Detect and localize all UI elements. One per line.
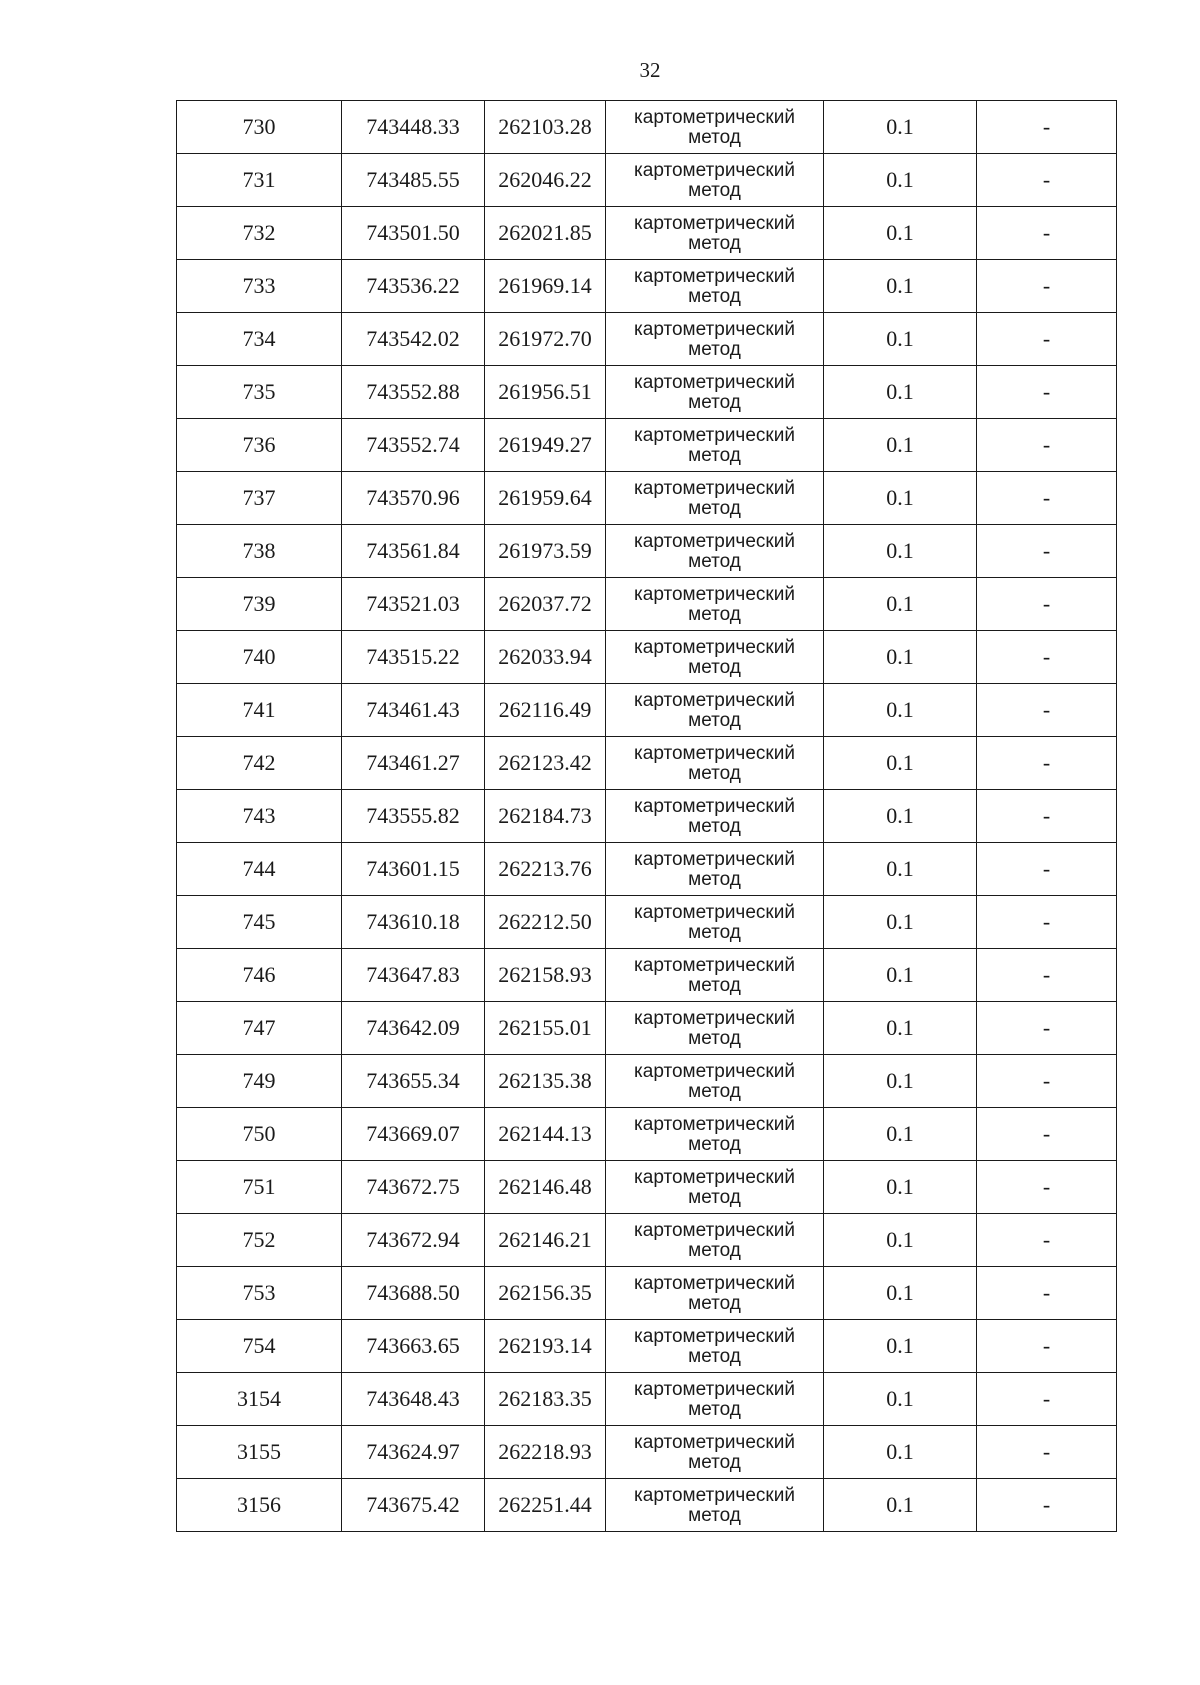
description-cell: - (977, 843, 1117, 896)
y-coordinate-cell: 262123.42 (485, 737, 606, 790)
point-number-cell: 740 (177, 631, 342, 684)
method-cell (606, 154, 824, 207)
y-coordinate-cell: 262037.72 (485, 578, 606, 631)
point-number-cell: 734 (177, 313, 342, 366)
method-line-2: метод (688, 233, 741, 254)
y-coordinate-cell: 261959.64 (485, 472, 606, 525)
method-line-2: метод (688, 498, 741, 519)
method-line-1: картометрический (634, 1220, 795, 1241)
x-coordinate-cell: 743688.50 (342, 1267, 485, 1320)
description-cell: - (977, 1426, 1117, 1479)
method-line-1: картометрический (634, 1379, 795, 1400)
method-cell (606, 1161, 824, 1214)
accuracy-cell: 0.1 (824, 790, 977, 843)
description-cell: - (977, 1320, 1117, 1373)
method-line-1: картометрический (634, 849, 795, 870)
accuracy-cell: 0.1 (824, 419, 977, 472)
y-coordinate-cell: 261969.14 (485, 260, 606, 313)
method-cell (606, 737, 824, 790)
x-coordinate-cell: 743655.34 (342, 1055, 485, 1108)
method-cell (606, 949, 824, 1002)
point-number-cell: 3155 (177, 1426, 342, 1479)
method-line-1: картометрический (634, 796, 795, 817)
y-coordinate-cell: 262212.50 (485, 896, 606, 949)
accuracy-cell: 0.1 (824, 472, 977, 525)
method-cell (606, 1002, 824, 1055)
point-number-cell: 742 (177, 737, 342, 790)
description-cell: - (977, 1214, 1117, 1267)
x-coordinate-cell: 743448.33 (342, 101, 485, 154)
y-coordinate-cell: 262144.13 (485, 1108, 606, 1161)
coordinates-table (176, 100, 1117, 1532)
table-row (177, 1479, 1117, 1532)
description-cell: - (977, 525, 1117, 578)
accuracy-cell: 0.1 (824, 1161, 977, 1214)
y-coordinate-cell: 262183.35 (485, 1373, 606, 1426)
accuracy-cell: 0.1 (824, 260, 977, 313)
y-coordinate-cell: 262218.93 (485, 1426, 606, 1479)
method-cell (606, 578, 824, 631)
description-cell: - (977, 949, 1117, 1002)
method-line-1: картометрический (634, 372, 795, 393)
x-coordinate-cell: 743648.43 (342, 1373, 485, 1426)
table-row (177, 1055, 1117, 1108)
accuracy-cell: 0.1 (824, 1002, 977, 1055)
y-coordinate-cell: 262021.85 (485, 207, 606, 260)
x-coordinate-cell: 743672.75 (342, 1161, 485, 1214)
method-line-1: картометрический (634, 1114, 795, 1135)
table-row (177, 1426, 1117, 1479)
method-cell (606, 1214, 824, 1267)
x-coordinate-cell: 743485.55 (342, 154, 485, 207)
method-line-2: метод (688, 763, 741, 784)
method-line-2: метод (688, 869, 741, 890)
description-cell: - (977, 154, 1117, 207)
accuracy-cell: 0.1 (824, 1055, 977, 1108)
method-line-2: метод (688, 1505, 741, 1526)
accuracy-cell: 0.1 (824, 313, 977, 366)
accuracy-cell: 0.1 (824, 1214, 977, 1267)
point-number-cell: 754 (177, 1320, 342, 1373)
table-row (177, 684, 1117, 737)
method-line-2: метод (688, 816, 741, 837)
x-coordinate-cell: 743461.27 (342, 737, 485, 790)
y-coordinate-cell: 262103.28 (485, 101, 606, 154)
method-line-2: метод (688, 445, 741, 466)
method-line-1: картометрический (634, 1167, 795, 1188)
point-number-cell: 749 (177, 1055, 342, 1108)
method-line-2: метод (688, 657, 741, 678)
method-line-2: метод (688, 392, 741, 413)
method-cell (606, 101, 824, 154)
point-number-cell: 733 (177, 260, 342, 313)
table-row (177, 1108, 1117, 1161)
method-line-1: картометрический (634, 743, 795, 764)
table-row (177, 1161, 1117, 1214)
method-cell (606, 525, 824, 578)
method-cell (606, 260, 824, 313)
table-row (177, 578, 1117, 631)
method-cell (606, 419, 824, 472)
y-coordinate-cell: 262184.73 (485, 790, 606, 843)
description-cell: - (977, 472, 1117, 525)
x-coordinate-cell: 743501.50 (342, 207, 485, 260)
table-row (177, 419, 1117, 472)
coordinates-table-body (177, 101, 1117, 1532)
x-coordinate-cell: 743642.09 (342, 1002, 485, 1055)
method-line-2: метод (688, 1452, 741, 1473)
point-number-cell: 731 (177, 154, 342, 207)
point-number-cell: 751 (177, 1161, 342, 1214)
method-line-1: картометрический (634, 531, 795, 552)
point-number-cell: 732 (177, 207, 342, 260)
accuracy-cell: 0.1 (824, 684, 977, 737)
point-number-cell: 744 (177, 843, 342, 896)
method-line-1: картометрический (634, 1061, 795, 1082)
method-line-2: метод (688, 1187, 741, 1208)
method-cell (606, 1479, 824, 1532)
table-row (177, 313, 1117, 366)
accuracy-cell: 0.1 (824, 525, 977, 578)
x-coordinate-cell: 743601.15 (342, 843, 485, 896)
method-cell (606, 1320, 824, 1373)
y-coordinate-cell: 261949.27 (485, 419, 606, 472)
method-line-1: картометрический (634, 902, 795, 923)
description-cell: - (977, 1002, 1117, 1055)
table-row (177, 1320, 1117, 1373)
method-line-1: картометрический (634, 637, 795, 658)
table-row (177, 843, 1117, 896)
table-row (177, 790, 1117, 843)
y-coordinate-cell: 262155.01 (485, 1002, 606, 1055)
method-line-1: картометрический (634, 955, 795, 976)
table-row (177, 525, 1117, 578)
method-line-2: метод (688, 551, 741, 572)
table-row (177, 366, 1117, 419)
method-line-1: картометрический (634, 319, 795, 340)
x-coordinate-cell: 743672.94 (342, 1214, 485, 1267)
method-line-1: картометрический (634, 690, 795, 711)
point-number-cell: 752 (177, 1214, 342, 1267)
y-coordinate-cell: 262135.38 (485, 1055, 606, 1108)
x-coordinate-cell: 743536.22 (342, 260, 485, 313)
point-number-cell: 736 (177, 419, 342, 472)
table-row (177, 101, 1117, 154)
point-number-cell: 3156 (177, 1479, 342, 1532)
method-cell (606, 896, 824, 949)
accuracy-cell: 0.1 (824, 843, 977, 896)
description-cell: - (977, 578, 1117, 631)
method-line-2: метод (688, 975, 741, 996)
table-row (177, 154, 1117, 207)
point-number-cell: 739 (177, 578, 342, 631)
point-number-cell: 747 (177, 1002, 342, 1055)
y-coordinate-cell: 261972.70 (485, 313, 606, 366)
method-cell (606, 313, 824, 366)
x-coordinate-cell: 743624.97 (342, 1426, 485, 1479)
page-number: 32 (639, 58, 661, 82)
method-line-2: метод (688, 922, 741, 943)
point-number-cell: 3154 (177, 1373, 342, 1426)
method-line-2: метод (688, 604, 741, 625)
accuracy-cell: 0.1 (824, 207, 977, 260)
accuracy-cell: 0.1 (824, 631, 977, 684)
description-cell: - (977, 790, 1117, 843)
method-line-2: метод (688, 339, 741, 360)
method-line-2: метод (688, 1028, 741, 1049)
method-cell (606, 1055, 824, 1108)
method-line-2: метод (688, 286, 741, 307)
point-number-cell: 750 (177, 1108, 342, 1161)
accuracy-cell: 0.1 (824, 1426, 977, 1479)
table-row (177, 949, 1117, 1002)
method-line-2: метод (688, 1293, 741, 1314)
accuracy-cell: 0.1 (824, 1479, 977, 1532)
point-number-cell: 738 (177, 525, 342, 578)
method-line-1: картометрический (634, 213, 795, 234)
method-cell (606, 207, 824, 260)
x-coordinate-cell: 743561.84 (342, 525, 485, 578)
accuracy-cell: 0.1 (824, 154, 977, 207)
x-coordinate-cell: 743555.82 (342, 790, 485, 843)
x-coordinate-cell: 743669.07 (342, 1108, 485, 1161)
table-row (177, 1267, 1117, 1320)
accuracy-cell: 0.1 (824, 1320, 977, 1373)
x-coordinate-cell: 743461.43 (342, 684, 485, 737)
method-line-2: метод (688, 1346, 741, 1367)
method-line-1: картометрический (634, 1008, 795, 1029)
method-line-2: метод (688, 1399, 741, 1420)
point-number-cell: 735 (177, 366, 342, 419)
table-row (177, 1373, 1117, 1426)
x-coordinate-cell: 743515.22 (342, 631, 485, 684)
method-cell (606, 1267, 824, 1320)
accuracy-cell: 0.1 (824, 101, 977, 154)
y-coordinate-cell: 261973.59 (485, 525, 606, 578)
x-coordinate-cell: 743647.83 (342, 949, 485, 1002)
x-coordinate-cell: 743663.65 (342, 1320, 485, 1373)
x-coordinate-cell: 743675.42 (342, 1479, 485, 1532)
method-cell (606, 1426, 824, 1479)
method-line-2: метод (688, 127, 741, 148)
y-coordinate-cell: 262146.21 (485, 1214, 606, 1267)
description-cell: - (977, 631, 1117, 684)
table-row (177, 472, 1117, 525)
accuracy-cell: 0.1 (824, 896, 977, 949)
description-cell: - (977, 1267, 1117, 1320)
method-line-1: картометрический (634, 1485, 795, 1506)
method-cell (606, 1108, 824, 1161)
y-coordinate-cell: 262146.48 (485, 1161, 606, 1214)
y-coordinate-cell: 262046.22 (485, 154, 606, 207)
method-cell (606, 366, 824, 419)
table-row (177, 631, 1117, 684)
method-cell (606, 843, 824, 896)
method-line-1: картометрический (634, 160, 795, 181)
method-cell (606, 472, 824, 525)
method-cell (606, 790, 824, 843)
description-cell: - (977, 1055, 1117, 1108)
description-cell: - (977, 101, 1117, 154)
method-cell (606, 1373, 824, 1426)
y-coordinate-cell: 262213.76 (485, 843, 606, 896)
accuracy-cell: 0.1 (824, 1108, 977, 1161)
method-cell (606, 684, 824, 737)
description-cell: - (977, 1161, 1117, 1214)
description-cell: - (977, 419, 1117, 472)
y-coordinate-cell: 261956.51 (485, 366, 606, 419)
x-coordinate-cell: 743552.74 (342, 419, 485, 472)
point-number-cell: 753 (177, 1267, 342, 1320)
accuracy-cell: 0.1 (824, 1267, 977, 1320)
description-cell: - (977, 1479, 1117, 1532)
description-cell: - (977, 207, 1117, 260)
accuracy-cell: 0.1 (824, 737, 977, 790)
y-coordinate-cell: 262158.93 (485, 949, 606, 1002)
y-coordinate-cell: 262193.14 (485, 1320, 606, 1373)
point-number-cell: 745 (177, 896, 342, 949)
description-cell: - (977, 366, 1117, 419)
y-coordinate-cell: 262251.44 (485, 1479, 606, 1532)
x-coordinate-cell: 743542.02 (342, 313, 485, 366)
y-coordinate-cell: 262156.35 (485, 1267, 606, 1320)
description-cell: - (977, 737, 1117, 790)
method-line-2: метод (688, 1240, 741, 1261)
method-line-1: картометрический (634, 1273, 795, 1294)
description-cell: - (977, 313, 1117, 366)
point-number-cell: 746 (177, 949, 342, 1002)
table-row (177, 207, 1117, 260)
method-line-1: картометрический (634, 1432, 795, 1453)
description-cell: - (977, 260, 1117, 313)
description-cell: - (977, 1373, 1117, 1426)
point-number-cell: 741 (177, 684, 342, 737)
point-number-cell: 743 (177, 790, 342, 843)
method-line-1: картометрический (634, 584, 795, 605)
description-cell: - (977, 896, 1117, 949)
description-cell: - (977, 684, 1117, 737)
x-coordinate-cell: 743552.88 (342, 366, 485, 419)
method-line-1: картометрический (634, 478, 795, 499)
method-cell (606, 631, 824, 684)
method-line-2: метод (688, 180, 741, 201)
table-row (177, 737, 1117, 790)
x-coordinate-cell: 743610.18 (342, 896, 485, 949)
x-coordinate-cell: 743521.03 (342, 578, 485, 631)
table-row (177, 260, 1117, 313)
point-number-cell: 730 (177, 101, 342, 154)
method-line-2: метод (688, 1081, 741, 1102)
method-line-1: картометрический (634, 266, 795, 287)
accuracy-cell: 0.1 (824, 366, 977, 419)
method-line-2: метод (688, 1134, 741, 1155)
point-number-cell: 737 (177, 472, 342, 525)
accuracy-cell: 0.1 (824, 1373, 977, 1426)
y-coordinate-cell: 262116.49 (485, 684, 606, 737)
y-coordinate-cell: 262033.94 (485, 631, 606, 684)
table-row (177, 1214, 1117, 1267)
x-coordinate-cell: 743570.96 (342, 472, 485, 525)
accuracy-cell: 0.1 (824, 949, 977, 1002)
method-line-1: картометрический (634, 1326, 795, 1347)
accuracy-cell: 0.1 (824, 578, 977, 631)
table-row (177, 896, 1117, 949)
description-cell: - (977, 1108, 1117, 1161)
method-line-1: картометрический (634, 425, 795, 446)
method-line-2: метод (688, 710, 741, 731)
method-line-1: картометрический (634, 107, 795, 128)
table-row (177, 1002, 1117, 1055)
